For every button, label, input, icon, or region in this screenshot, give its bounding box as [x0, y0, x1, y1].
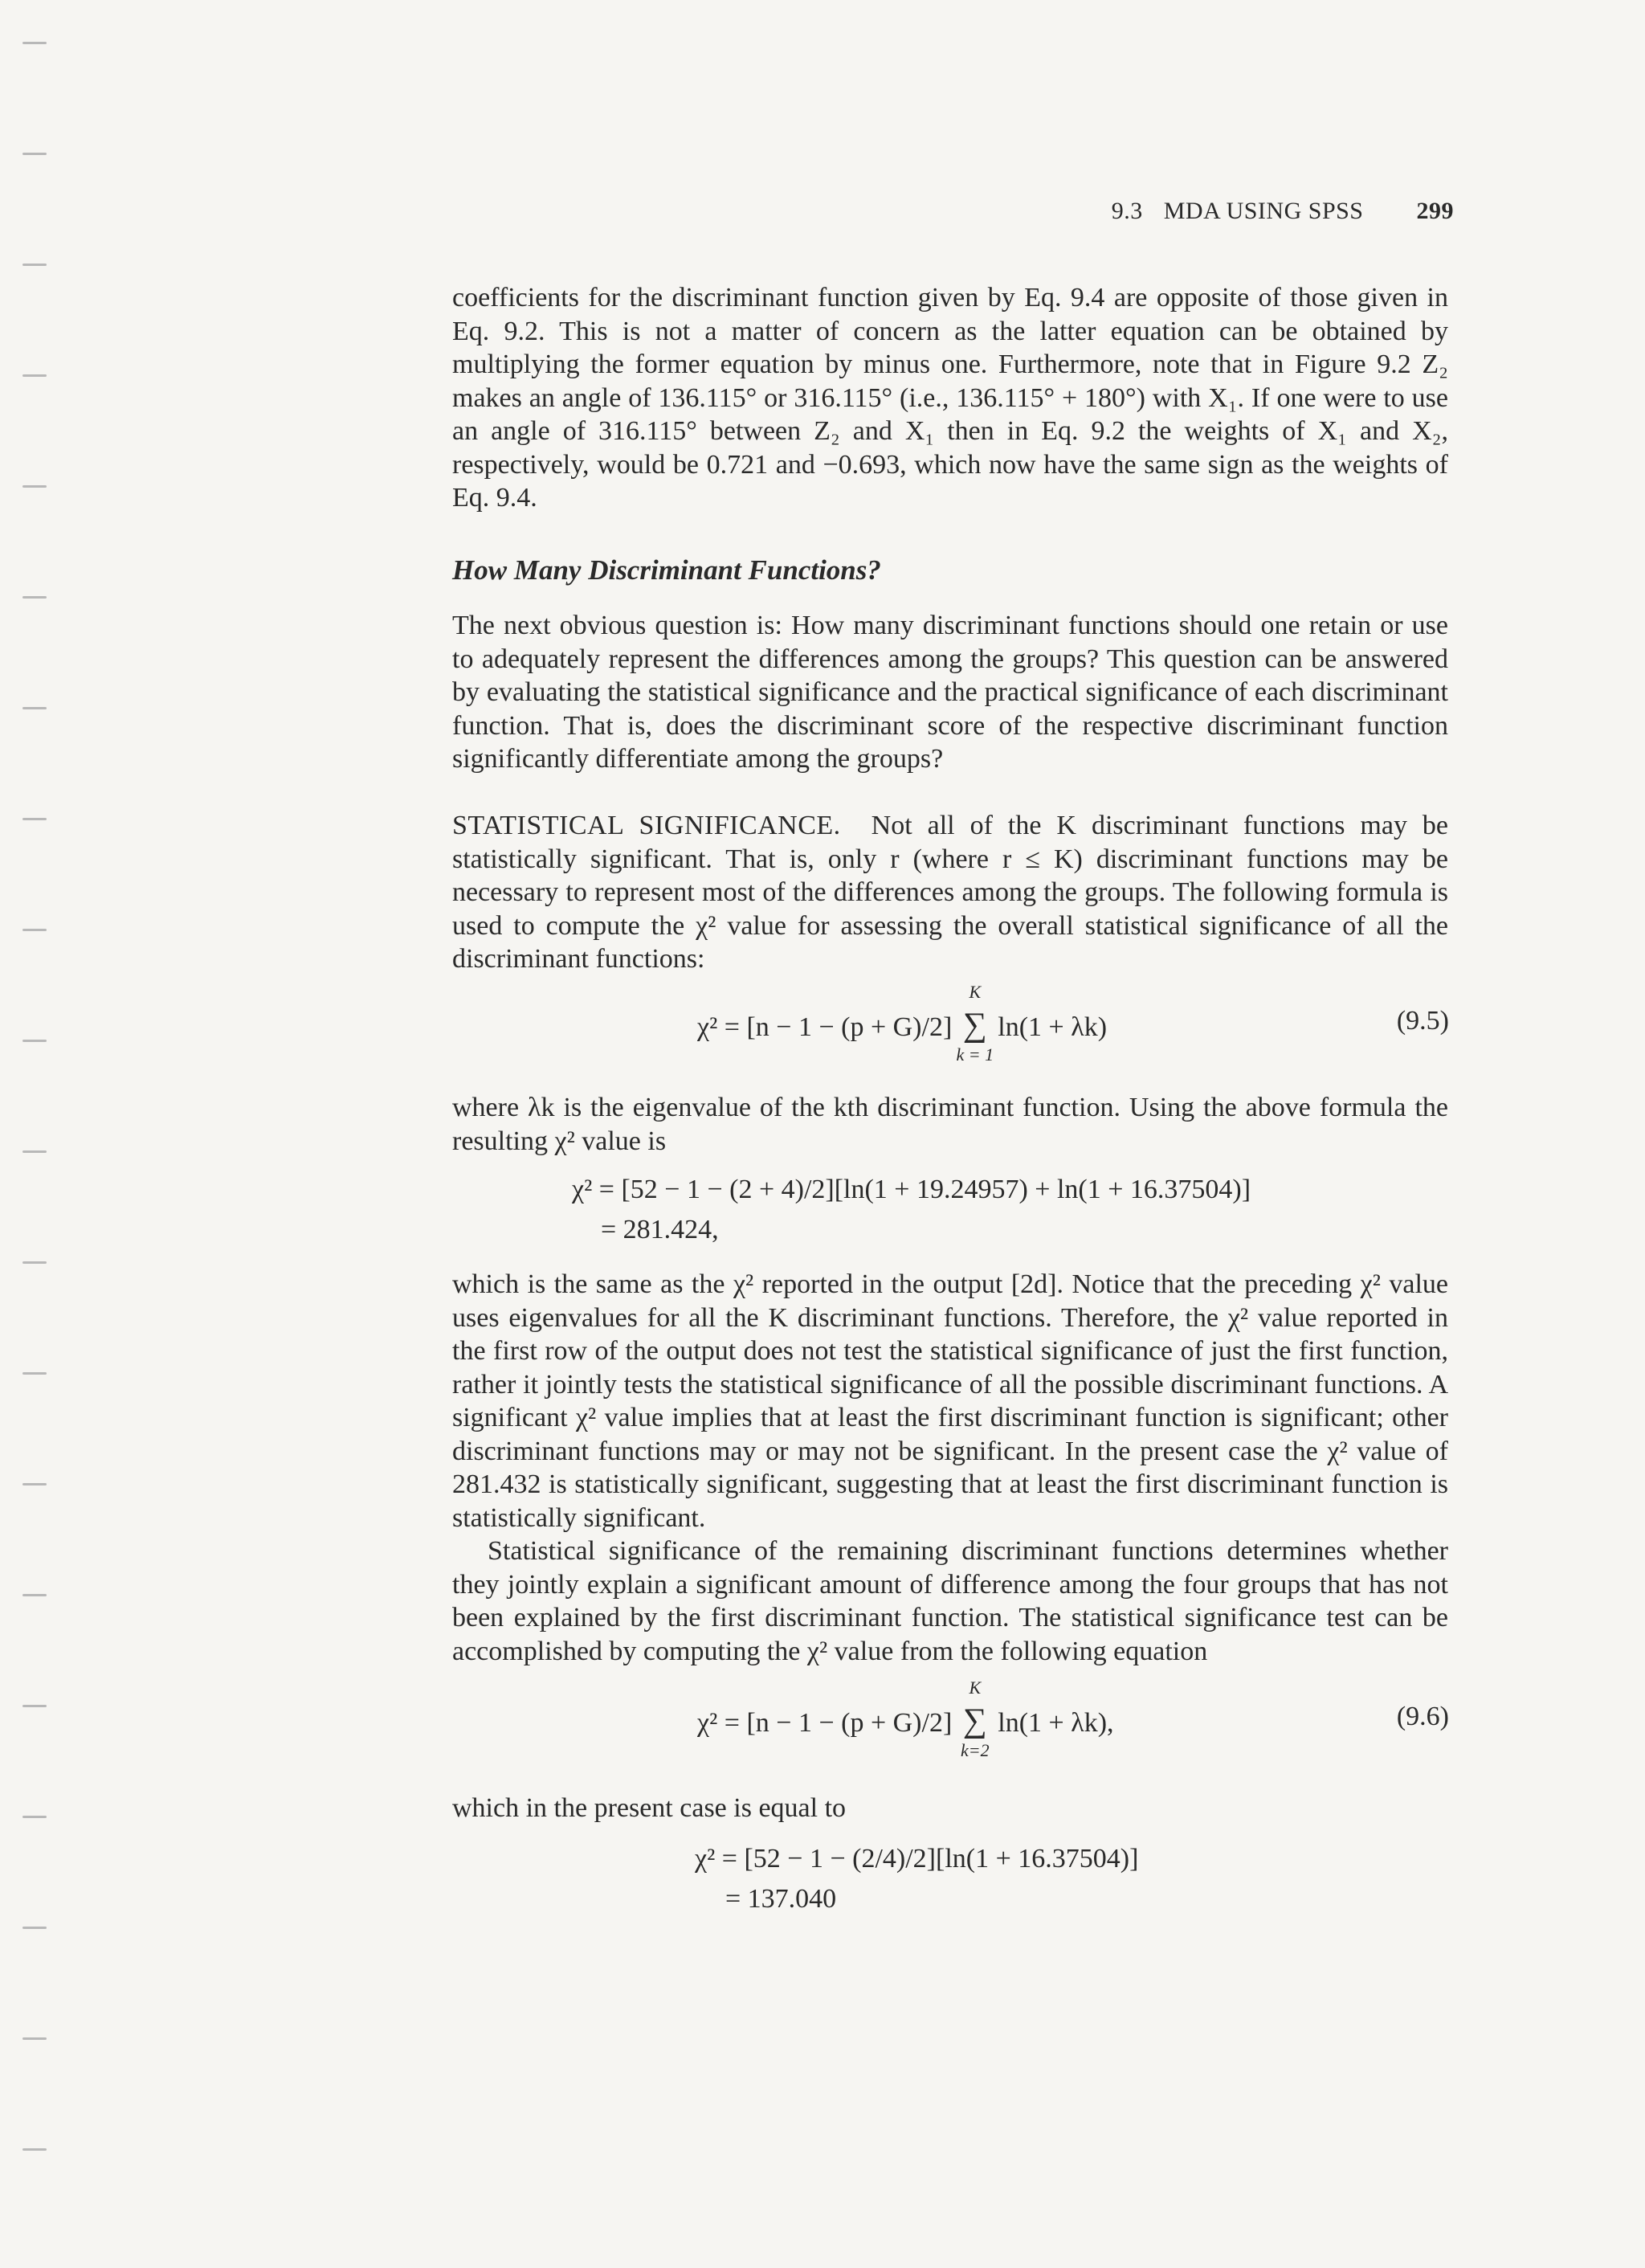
section-number: 9.3	[1111, 198, 1143, 224]
summation-sign: ∑ K k = 1	[956, 982, 994, 1065]
equation-number-9-5: (9.5)	[1396, 1006, 1449, 1036]
section-title: MDA USING SPSS	[1163, 198, 1364, 224]
calculation-1-line-2: = 281.424,	[601, 1215, 719, 1244]
paragraph-7: which in the present case is equal to	[452, 1793, 847, 1823]
calculation-2-line-2: = 137.040	[725, 1884, 837, 1914]
paragraph-4: where λk is the eigenvalue of the kth discriminant function. Using the above formula the resulting χ² value is	[452, 1093, 1448, 1156]
page-number: 299	[1416, 198, 1454, 224]
subheading: STATISTICAL SIGNIFICANCE.	[452, 811, 841, 840]
paragraph-1: coefficients for the discriminant function given by Eq. 9.4 are opposite of those given in Eq. 9.2. This is not a matter of concern as the latter equation can be obtained by multiplying the former equation by minus one. Furthermore, note that in Figure 9.2 Z₂ makes an angle of 136.115° or 316.115° (i.e., 136.115° + 180°) with X₁. If one were to use an angle of 316.115° between Z₂ and X₁ then in Eq. 9.2 the weights of X₁ and X₂, respectively, would be 0.721 and −0.693, which now have the same sign as the weights of Eq. 9.4.	[452, 283, 1448, 513]
equation-9-5: χ² = [n − 1 − (p + G)/2] ∑ K k = 1 ln(1 + λk)	[697, 982, 1108, 1065]
equation-9-6: χ² = [n − 1 − (p + G)/2] ∑ K k=2 ln(1 + λk),	[697, 1678, 1114, 1760]
paragraph-5: which is the same as the χ² reported in the output [2d]. Notice that the preceding χ² value uses eigenvalues for all the K discriminant functions. Therefore, the χ² value reported in the first row of the output does not test the statistical significance of just the first function, rather it jointly tests the statistical significance of all the possible discriminant functions. A significant χ² value implies that at least the first discriminant function is significant; other discriminant functions may or may not be significant. In the present case the χ² value of 281.432 is statistically significant, suggesting that at least the first discriminant function is statistically significant.	[452, 1269, 1448, 1533]
paragraph-2: The next obvious question is: How many discriminant functions should one retain or use to adequately represent the differences among the groups? This question can be answered by evaluating the statistical significance and the practical significance of each discriminant function. That is, does the discriminant score of the respective discriminant function significantly differentiate among the groups?	[452, 611, 1448, 774]
binding-edge	[0, 0, 56, 2268]
paragraph-3: STATISTICAL SIGNIFICANCE. Not all of the K discriminant functions may be statistically significant. That is, only r (where r ≤ K) discriminant functions may be necessary to represent most of the differences among the groups. The following formula is used to compute the χ² value for assessing the overall statistical significance of all the discriminant functions:	[452, 811, 1449, 974]
running-head	[1044, 198, 1454, 225]
calculation-1-line-1: χ² = [52 − 1 − (2 + 4)/2][ln(1 + 19.24957) + ln(1 + 16.37504)]	[572, 1175, 1251, 1204]
calculation-2-line-1: χ² = [52 − 1 − (2/4)/2][ln(1 + 16.37504)]	[695, 1844, 1139, 1874]
paragraph-6: Statistical significance of the remaining discriminant functions determines whether they jointly explain a significant amount of difference among the four groups that has not been explained by the first discriminant function. The statistical significance test can be accomplished by computing the χ² value from the following equation	[452, 1536, 1448, 1666]
summation-sign: ∑ K k=2	[960, 1678, 990, 1760]
section-heading: How Many Discriminant Functions?	[452, 554, 881, 586]
equation-number-9-6: (9.6)	[1396, 1702, 1449, 1731]
